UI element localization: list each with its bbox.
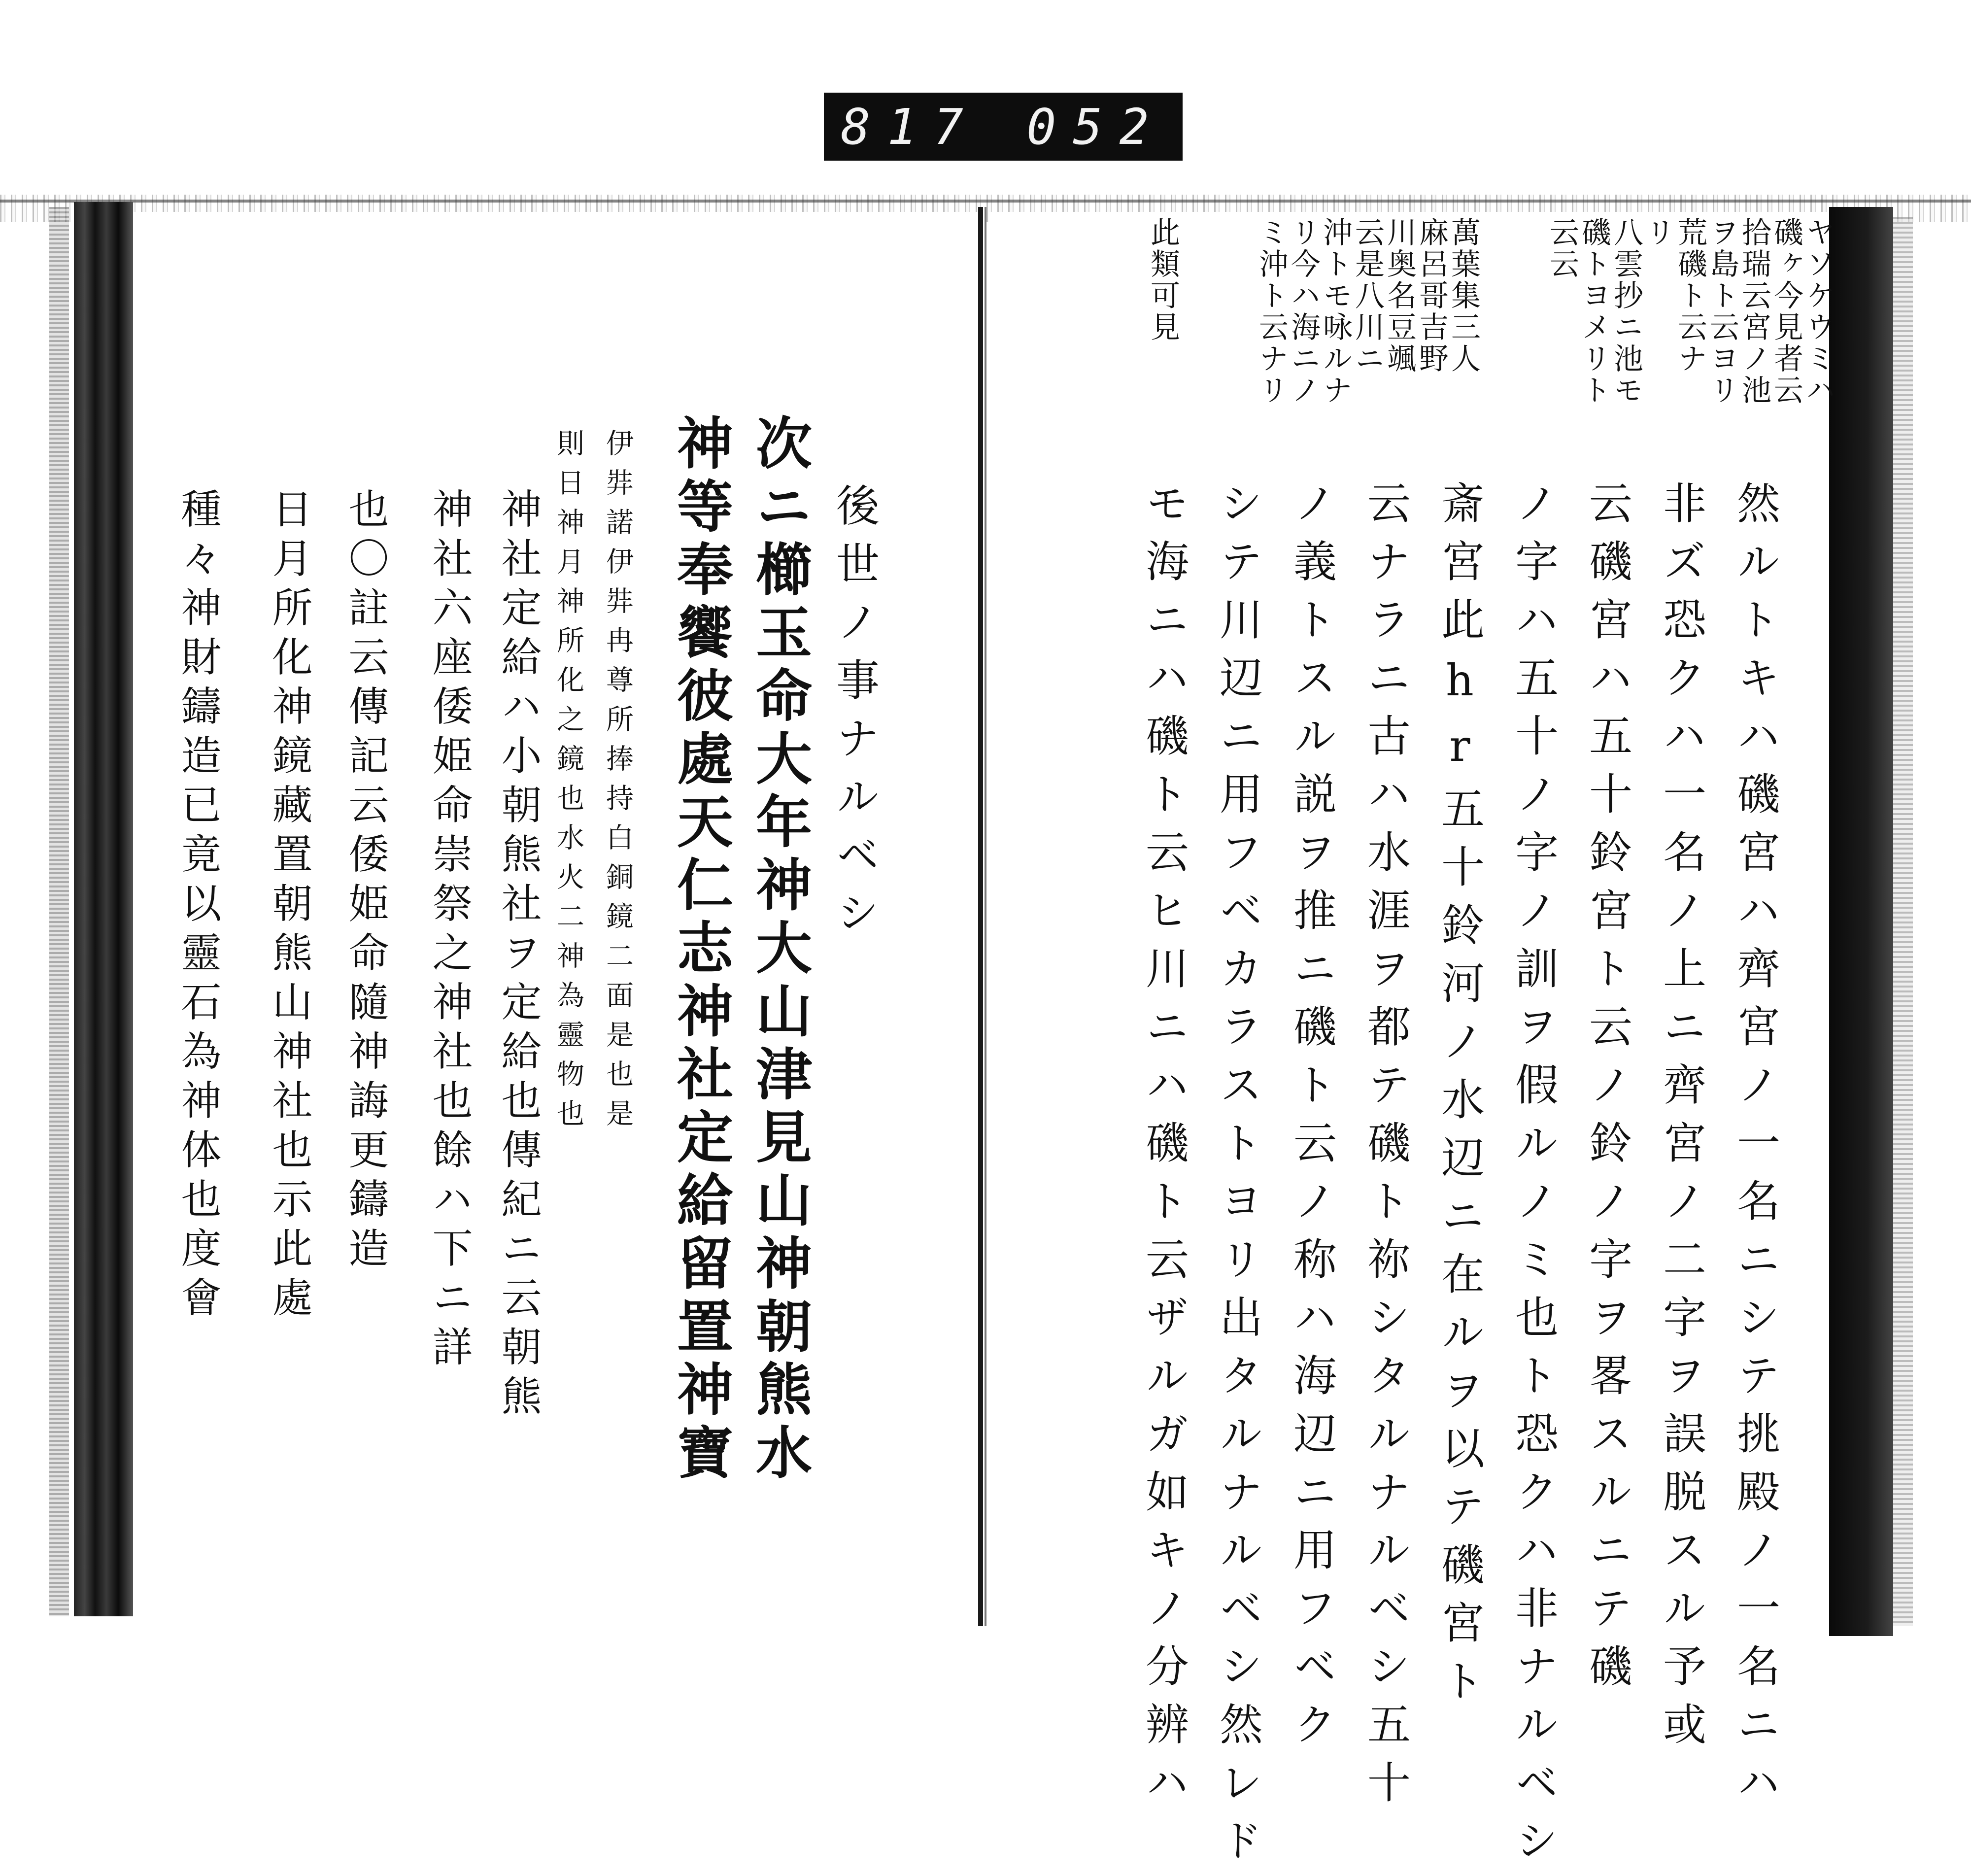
right-note-line: 拾瑞云宮ノ池 [1737, 217, 1771, 406]
right-note-line: 沖トモ咏ルナ [1318, 217, 1353, 406]
right-body-line: ノ字ハ五十ノ字ノ訓ヲ假ルノミ也ト恐クハ非ナルベシ [1508, 480, 1559, 1876]
book-edge-right [1829, 207, 1893, 1636]
right-note-line: ヤソケウミハ [1801, 217, 1835, 406]
right-body-line: シテ川辺ニ用フベカラストヨリ出タルナルベシ然レド [1213, 480, 1263, 1876]
left-body-line: 種々神財鑄造已竟以靈石為神体也度會 [174, 488, 221, 1326]
left-body-line: 神社六座倭姫命崇祭之神社也餘ハ下ニ詳 [426, 488, 473, 1375]
frame-number-label: 817 052 [824, 93, 1183, 161]
right-body-line: 云磯宮ハ五十鈴宮ト云ノ鈴ノ字ヲ畧スルニテ磯 [1582, 480, 1633, 1702]
left-body-line: 也〇註云傳記云倭姫命隨神誨更鑄造 [342, 488, 389, 1276]
book-edge-right-pages [1893, 217, 1913, 1626]
left-body-line: 後世ノ事ナルベシ [829, 483, 880, 948]
left-body-line: 日月所化神鏡藏置朝熊山神社也示此處 [266, 488, 312, 1326]
right-body-line: モ海ニハ磯ト云ヒ川ニハ磯ト云ザルガ如キノ分辨ハ [1139, 480, 1189, 1818]
right-note-line: リ [1641, 217, 1675, 248]
book-edge-left-pages [49, 207, 69, 1616]
right-note-line: 磯ヶ今見者云 [1769, 217, 1803, 406]
right-body-line: 云ナラニ古ハ水涯ヲ都テ磯ト祢シタルナルベシ五十 [1360, 480, 1411, 1818]
book-edge-left [74, 202, 133, 1616]
right-note-line: ミ沖ト云ナリ [1254, 217, 1289, 406]
right-body-line: 然ルトキハ磯宮ハ齊宮ノ一名ニシテ挑殿ノ一名ニハ [1730, 480, 1781, 1818]
left-annotation-line: 伊弉諾伊弉冉尊所捧持白銅鏡二面是也是 [602, 429, 634, 1138]
right-note-line: 麻呂哥吉野 [1414, 217, 1449, 375]
right-body-line: 非ズ恐クハ一名ノ上ニ齊宮ノ二字ヲ誤脱スル予或 [1656, 480, 1707, 1760]
left-body-line-large: 神等奉饗彼處天仁志神社定給留置神寶 [668, 414, 734, 1486]
right-body-line: 斎宮此hr五十鈴河ノ水辺ニ在ルヲ以テ磯宮ト [1434, 480, 1485, 1716]
book-gutter [978, 207, 983, 1626]
right-note-line: リ今ハ海ニノ [1286, 217, 1321, 406]
right-note-line: 磯トヨメリト [1577, 217, 1611, 406]
right-note-line: 川奥名豆颯 [1382, 217, 1417, 375]
right-note-line: ヲ島ト云ヨリ [1705, 217, 1739, 406]
left-body-line: 神社定給ハ小朝熊社ヲ定給也傳紀ニ云朝熊 [495, 488, 542, 1424]
right-note-line: 此類可見 [1146, 217, 1180, 343]
right-note-line: 云是八川ニ [1350, 217, 1385, 375]
scanner-noise-line [0, 200, 1971, 203]
right-body-line: ノ義トスル説ヲ推ニ磯ト云ノ称ハ海辺ニ用フベク [1287, 480, 1337, 1760]
right-note-line: 萬葉集三人 [1446, 217, 1481, 375]
right-note-line: 云云 [1545, 217, 1579, 280]
book-gutter-shadow [985, 207, 986, 1626]
left-annotation-line: 則日神月神所化之鏡也水火二神為靈物也 [552, 429, 584, 1138]
right-note-line: 八雲抄ニ池モ [1609, 217, 1643, 406]
right-note-line: 荒磯ト云ナ [1673, 217, 1707, 375]
left-body-line-large: 次ニ櫛玉命大年神大山津見山神朝熊水 [747, 414, 813, 1486]
